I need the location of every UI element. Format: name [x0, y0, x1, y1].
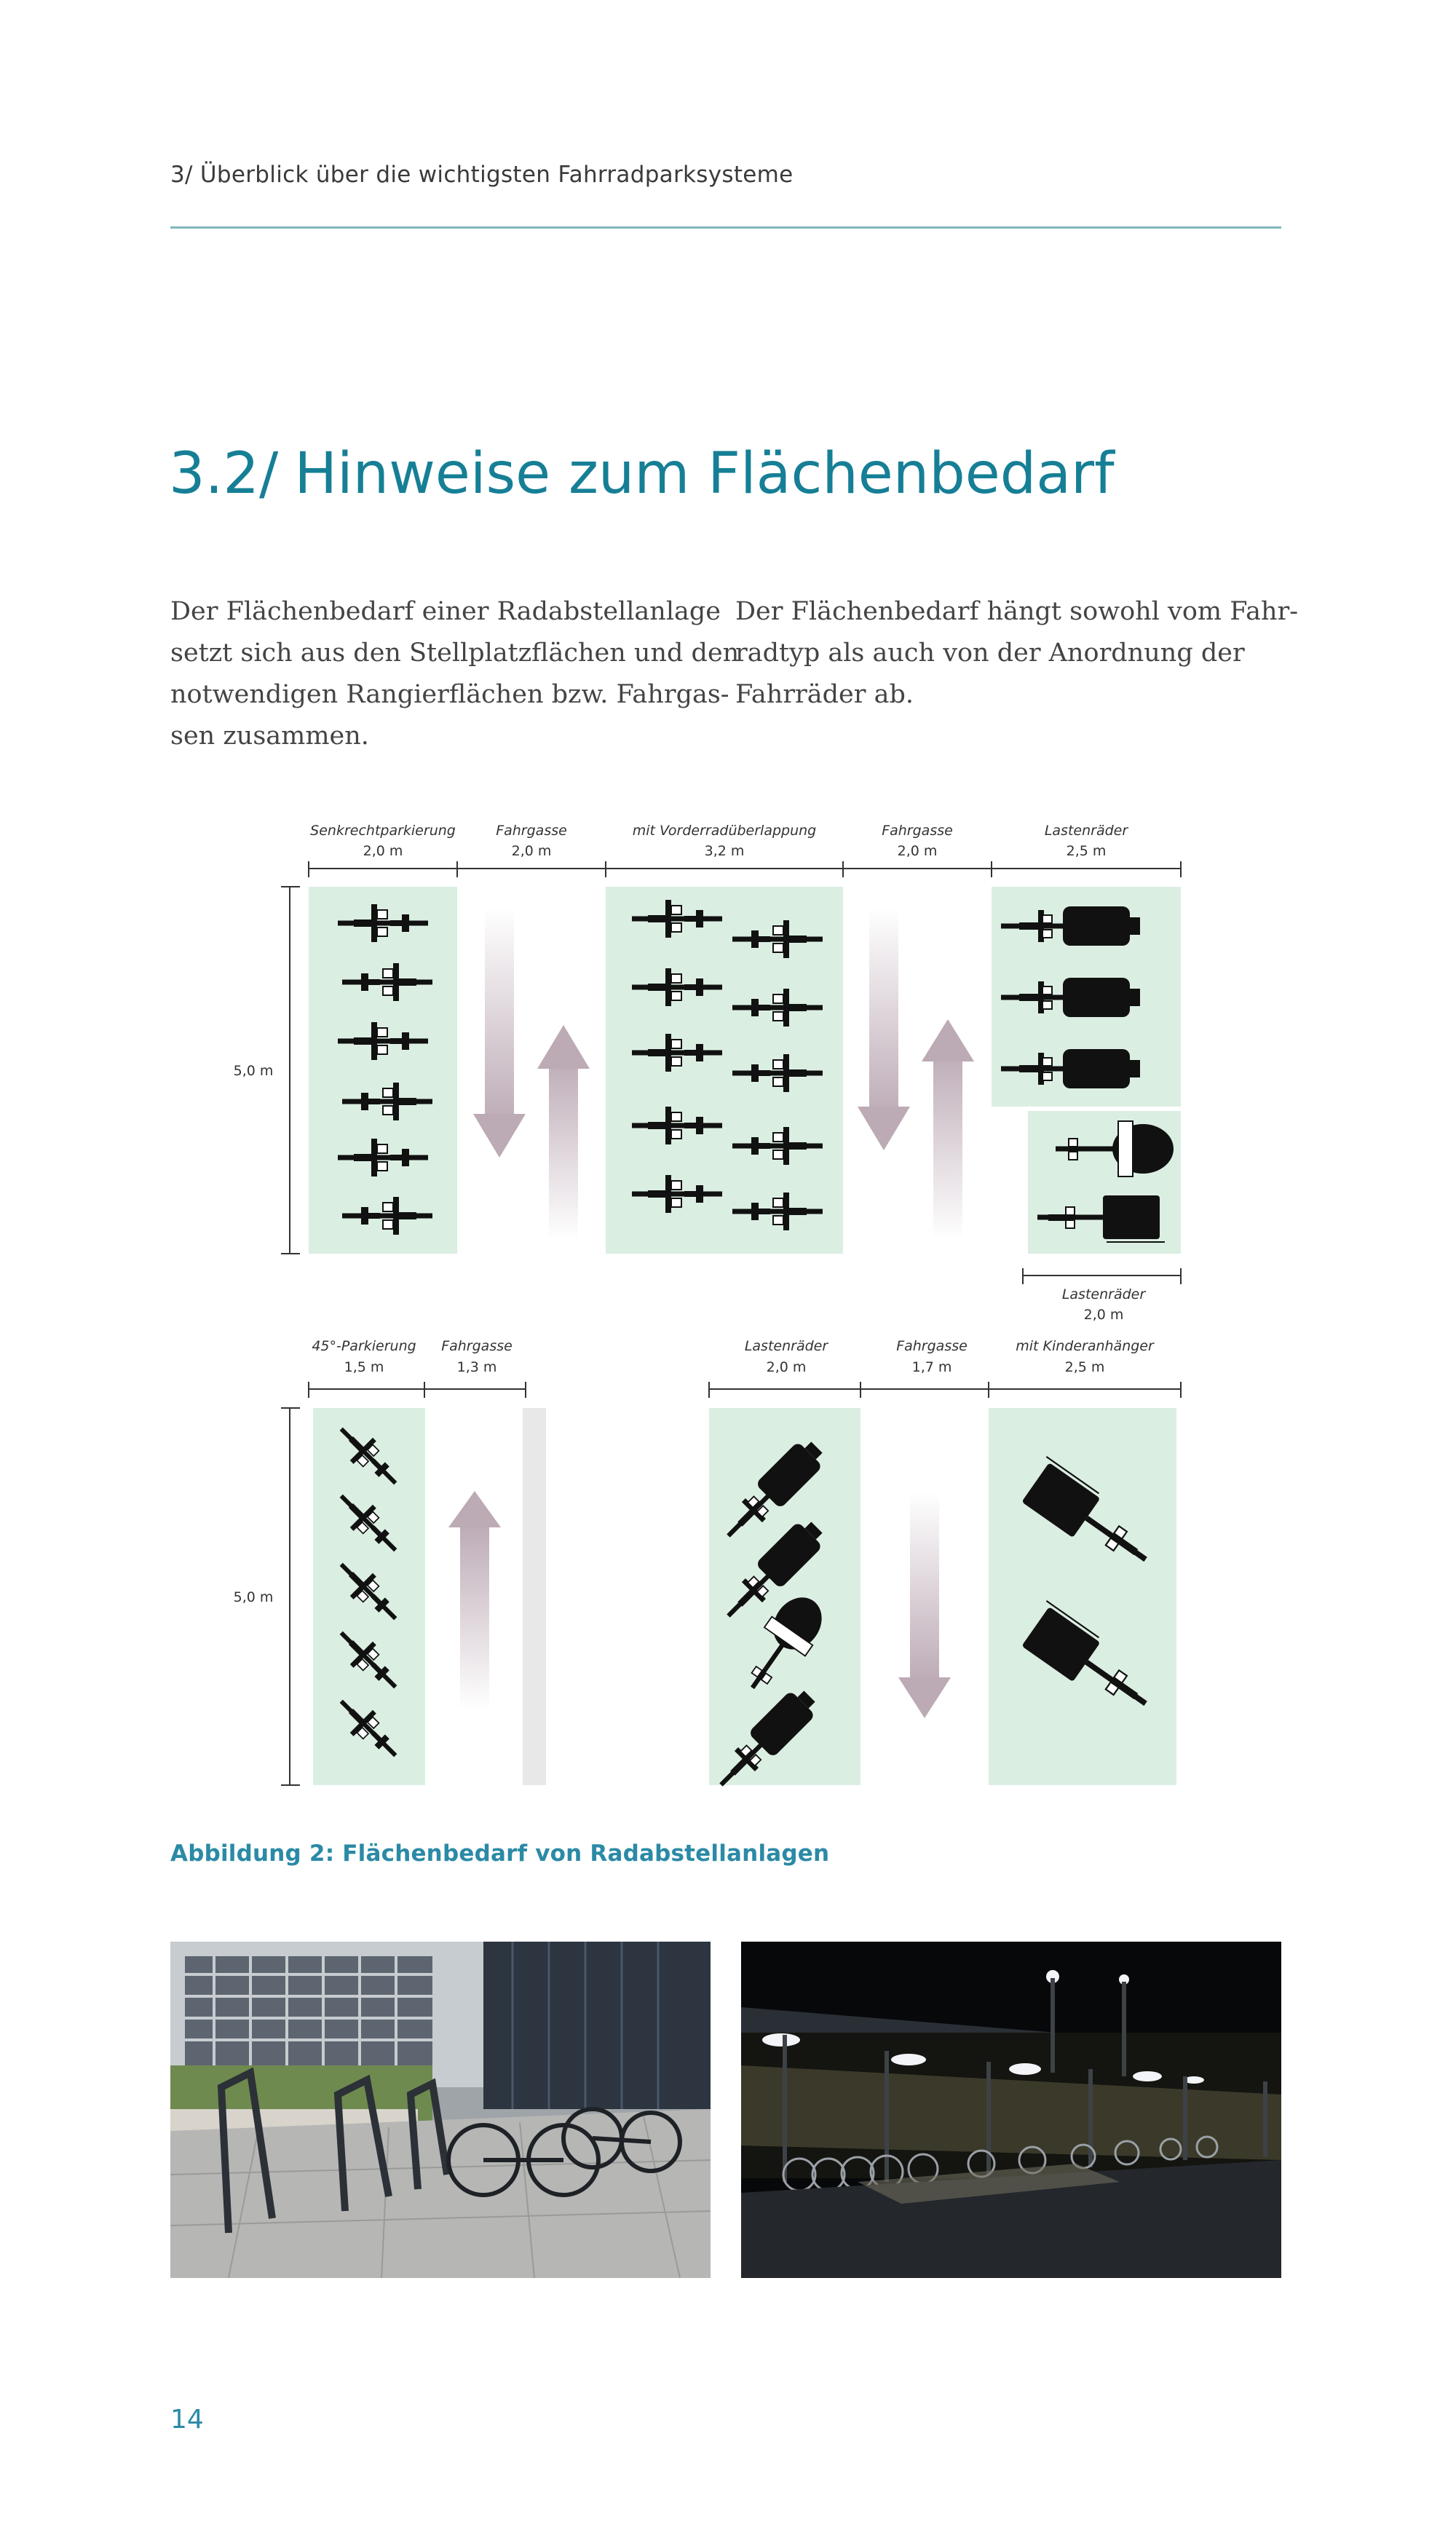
middle-dimension-line [1023, 1268, 1181, 1284]
text-line: Fahrräder ab. [735, 680, 914, 709]
top-label-4: Fahrgasse [882, 823, 953, 839]
photo-night-illustration [741, 1942, 1281, 2278]
top-value-1: 2,0 m [363, 843, 403, 859]
bottom-right-dimension-line [709, 1382, 1181, 1398]
top-value-5: 2,5 m [1066, 843, 1107, 859]
page-number: 14 [170, 2405, 204, 2435]
bottom-left-dimension-line [309, 1382, 526, 1398]
running-header: 3/ Überblick über die wichtigsten Fahrradparksysteme [170, 162, 794, 188]
text-line: notwendigen Rangierflächen bzw. Fahrgas- [170, 680, 729, 709]
aisle-arrow-bottom-left [448, 1491, 501, 1709]
text-line: setzt sich aus den Stellplatzflächen und den [170, 638, 740, 668]
zone-overlap [606, 887, 843, 1254]
top-dimension-line [309, 861, 1181, 877]
aisle-arrow-bottom-right [898, 1492, 951, 1718]
section-heading: Hinweise zum Flächenbedarf [294, 441, 1115, 507]
bottom-right-label-3: mit Kinderanhänger [1016, 1338, 1154, 1354]
aisle-arrows-top-1 [473, 909, 590, 1239]
photo-bike-shelter-night [741, 1942, 1281, 2278]
aisle-arrows-top-2 [858, 909, 974, 1239]
middle-label: Lastenräder [1061, 1286, 1146, 1302]
zone-trailer [989, 1408, 1176, 1785]
top-height-line [281, 887, 300, 1254]
bottom-right-value-3: 2,5 m [1064, 1359, 1105, 1375]
aisle-strip [523, 1408, 546, 1785]
bottom-right-label-2: Fahrgasse [896, 1338, 968, 1354]
section-number: 3.2/ [169, 441, 279, 507]
bottom-left-label-1: 45°-Parkierung [312, 1338, 416, 1354]
top-value-4: 2,0 m [897, 843, 938, 859]
bottom-height-label: 5,0 m [233, 1589, 274, 1605]
middle-value: 2,0 m [1083, 1307, 1124, 1323]
top-label-1: Senkrechtparkierung [310, 823, 456, 839]
bottom-height-line [281, 1408, 300, 1785]
bottom-left-label-2: Fahrgasse [441, 1338, 513, 1354]
top-label-2: Fahrgasse [496, 823, 567, 839]
text-line: radtyp als auch von der Anordnung der [735, 638, 1245, 668]
bottom-right-value-2: 1,7 m [911, 1359, 952, 1375]
text-line: sen zusammen. [170, 721, 369, 751]
top-label-3: mit Vorderradüberlappung [632, 823, 817, 839]
bottom-right-label-1: Lastenräder [744, 1338, 828, 1354]
photo-bike-racks-day [170, 1942, 711, 2278]
top-label-5: Lastenräder [1044, 823, 1128, 839]
bottom-left-value-2: 1,3 m [456, 1359, 497, 1375]
photo-day-illustration [170, 1942, 711, 2278]
text-line: Der Flächenbedarf hängt sowohl vom Fahr- [735, 597, 1299, 626]
zone-perpendicular [309, 887, 457, 1254]
top-value-3: 3,2 m [704, 843, 745, 859]
top-height-label: 5,0 m [233, 1063, 274, 1079]
bottom-right-value-1: 2,0 m [766, 1359, 807, 1375]
text-line: Der Flächenbedarf einer Radabstellanlage [170, 597, 721, 626]
bottom-left-value-1: 1,5 m [344, 1359, 384, 1375]
figure-caption: Abbildung 2: Flächenbedarf von Radabstellanlagen [170, 1840, 830, 1867]
top-value-2: 2,0 m [511, 843, 552, 859]
